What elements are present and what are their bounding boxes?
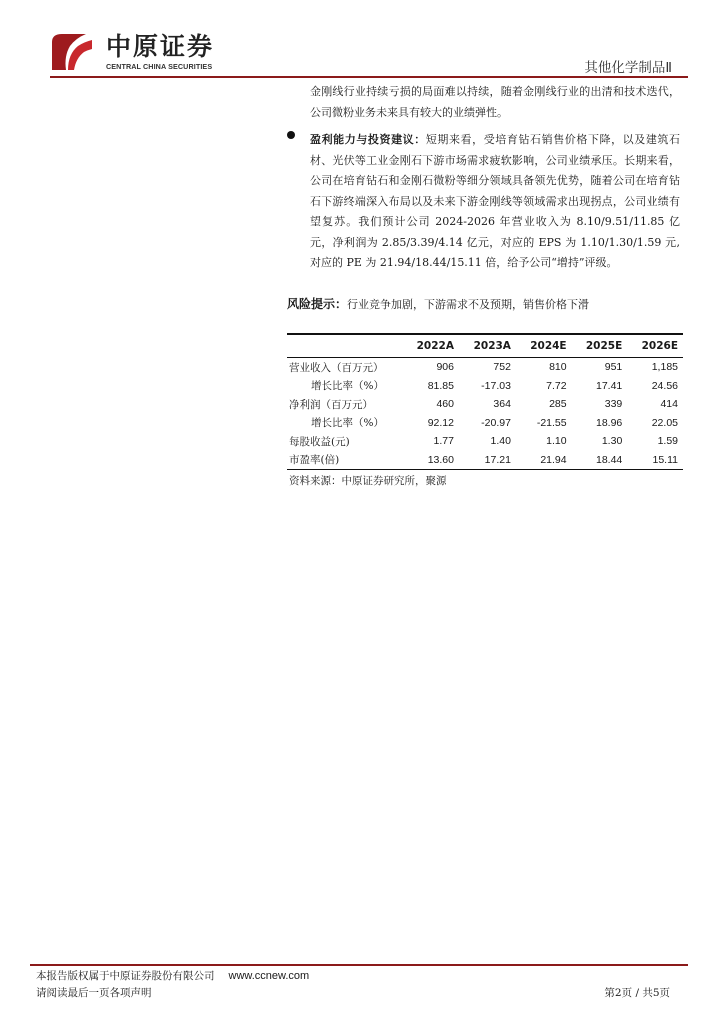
table-header-row xyxy=(287,334,683,358)
row-label: 营业收入（百万元） xyxy=(289,361,384,374)
table-cell: 15.11 xyxy=(652,453,678,466)
risk-text: 行业竞争加剧，下游需求不及预期，销售价格下滑 xyxy=(347,298,590,311)
logo-mark-icon xyxy=(50,32,94,72)
company-logo xyxy=(50,30,230,76)
row-label: 市盈率(倍) xyxy=(289,454,340,467)
row-label: 增长比率（%） xyxy=(311,380,384,393)
risk-label: 风险提示： xyxy=(287,297,348,311)
footer-copyright-line xyxy=(36,968,309,983)
header-cell: 2025E xyxy=(585,340,623,352)
table-cell: 1.77 xyxy=(433,435,454,448)
table-cell: 17.41 xyxy=(596,379,623,392)
row-label: 净利润（百万元） xyxy=(289,398,373,411)
risk-warning xyxy=(287,295,687,314)
header-divider xyxy=(50,76,688,78)
logo-chinese-name: 中原证券 xyxy=(106,32,215,61)
page-number: 第2页 / 共5页 xyxy=(604,987,670,999)
financial-forecast-table xyxy=(287,333,683,470)
footer-divider xyxy=(30,964,688,966)
table-cell: -17.03 xyxy=(481,379,511,392)
table-cell: 339 xyxy=(604,398,623,411)
table-cell: 460 xyxy=(436,398,454,411)
table-cell: -21.55 xyxy=(536,416,567,429)
table-row xyxy=(287,395,683,414)
table-cell: 1.30 xyxy=(601,435,623,448)
table-cell: 21.94 xyxy=(540,453,567,466)
table-cell: 24.56 xyxy=(651,379,678,392)
table-row xyxy=(287,414,683,433)
website-link[interactable]: www.ccnew.com xyxy=(228,970,310,982)
logo-english-name: CENTRAL CHINA SECURITIES xyxy=(106,62,213,71)
row-label: 每股收益(元) xyxy=(289,435,350,448)
paragraph-continued: 金刚线行业持续亏损的局面难以持续，随着金刚线行业的出清和技术迭代，公司微粉业务未来具有较大的业绩弹性。 xyxy=(310,85,680,119)
table-cell: 17.21 xyxy=(484,453,511,466)
table-cell: 1.10 xyxy=(546,435,567,448)
copyright-text: 本报告版权属于中原证券股份有限公司 xyxy=(36,970,215,982)
table-cell: 92.12 xyxy=(427,416,454,429)
row-label: 增长比率（%） xyxy=(311,417,384,430)
table-cell: 13.60 xyxy=(427,453,454,466)
table-cell: 951 xyxy=(604,361,623,374)
industry-section-title: 其他化学制品Ⅱ xyxy=(584,60,672,76)
data-source-note: 资料来源：中原证券研究所，聚源 xyxy=(289,475,447,487)
table-row xyxy=(287,358,683,377)
table-cell: 810 xyxy=(549,361,567,374)
table-cell: 18.96 xyxy=(596,416,623,429)
table-row xyxy=(287,451,683,470)
table-cell: 752 xyxy=(493,361,511,374)
table-row xyxy=(287,377,683,396)
table-cell: 364 xyxy=(493,398,511,411)
table-cell: 1,185 xyxy=(651,361,678,374)
investment-advice-paragraph xyxy=(310,130,680,274)
table-cell: 414 xyxy=(660,398,678,411)
bullet-icon xyxy=(287,131,295,139)
investment-advice-text: 短期来看，受培育钻石销售价格下降，以及建筑石材、光伏等工业金刚石下游市场需求疲软影响，公司业绩承压。长期来看，公司在培育钻石和金刚石微粉等细分领域具备领先优势，随着公司在培育钻石下游终端深入布局以及未来下游金刚线等领域需求出现拐点，公司业绩有望复苏。我们预计公司 2024-2026 年营业收入为 8.10/9.51/11.85 亿元，净利润为 2.85/3.39/4.14 亿元，对应的 EPS 为 1.10/1.30/1.59 元,对应的 PE 为 21.94/18.44/15.11 倍，给予公司“增持”评级。 xyxy=(310,133,681,269)
header-cell xyxy=(287,334,402,358)
table-cell: 1.59 xyxy=(657,435,678,448)
table-cell: 1.40 xyxy=(490,435,511,448)
table-cell: 81.85 xyxy=(427,379,454,392)
header-cell: 2023A xyxy=(473,340,511,352)
footer-disclaimer: 请阅读最后一页各项声明 xyxy=(36,987,152,999)
table-row xyxy=(287,432,683,451)
table-cell: 7.72 xyxy=(546,379,567,392)
table-cell: 18.44 xyxy=(596,453,623,466)
header-cell: 2022A xyxy=(416,340,454,352)
table-cell: 906 xyxy=(436,361,454,374)
investment-advice-label: 盈利能力与投资建议： xyxy=(310,133,426,146)
table-cell: 22.05 xyxy=(651,416,678,429)
header-cell: 2026E xyxy=(641,340,678,352)
header-cell: 2024E xyxy=(530,340,567,352)
table-cell: -20.97 xyxy=(481,416,511,429)
table-cell: 285 xyxy=(549,398,567,411)
